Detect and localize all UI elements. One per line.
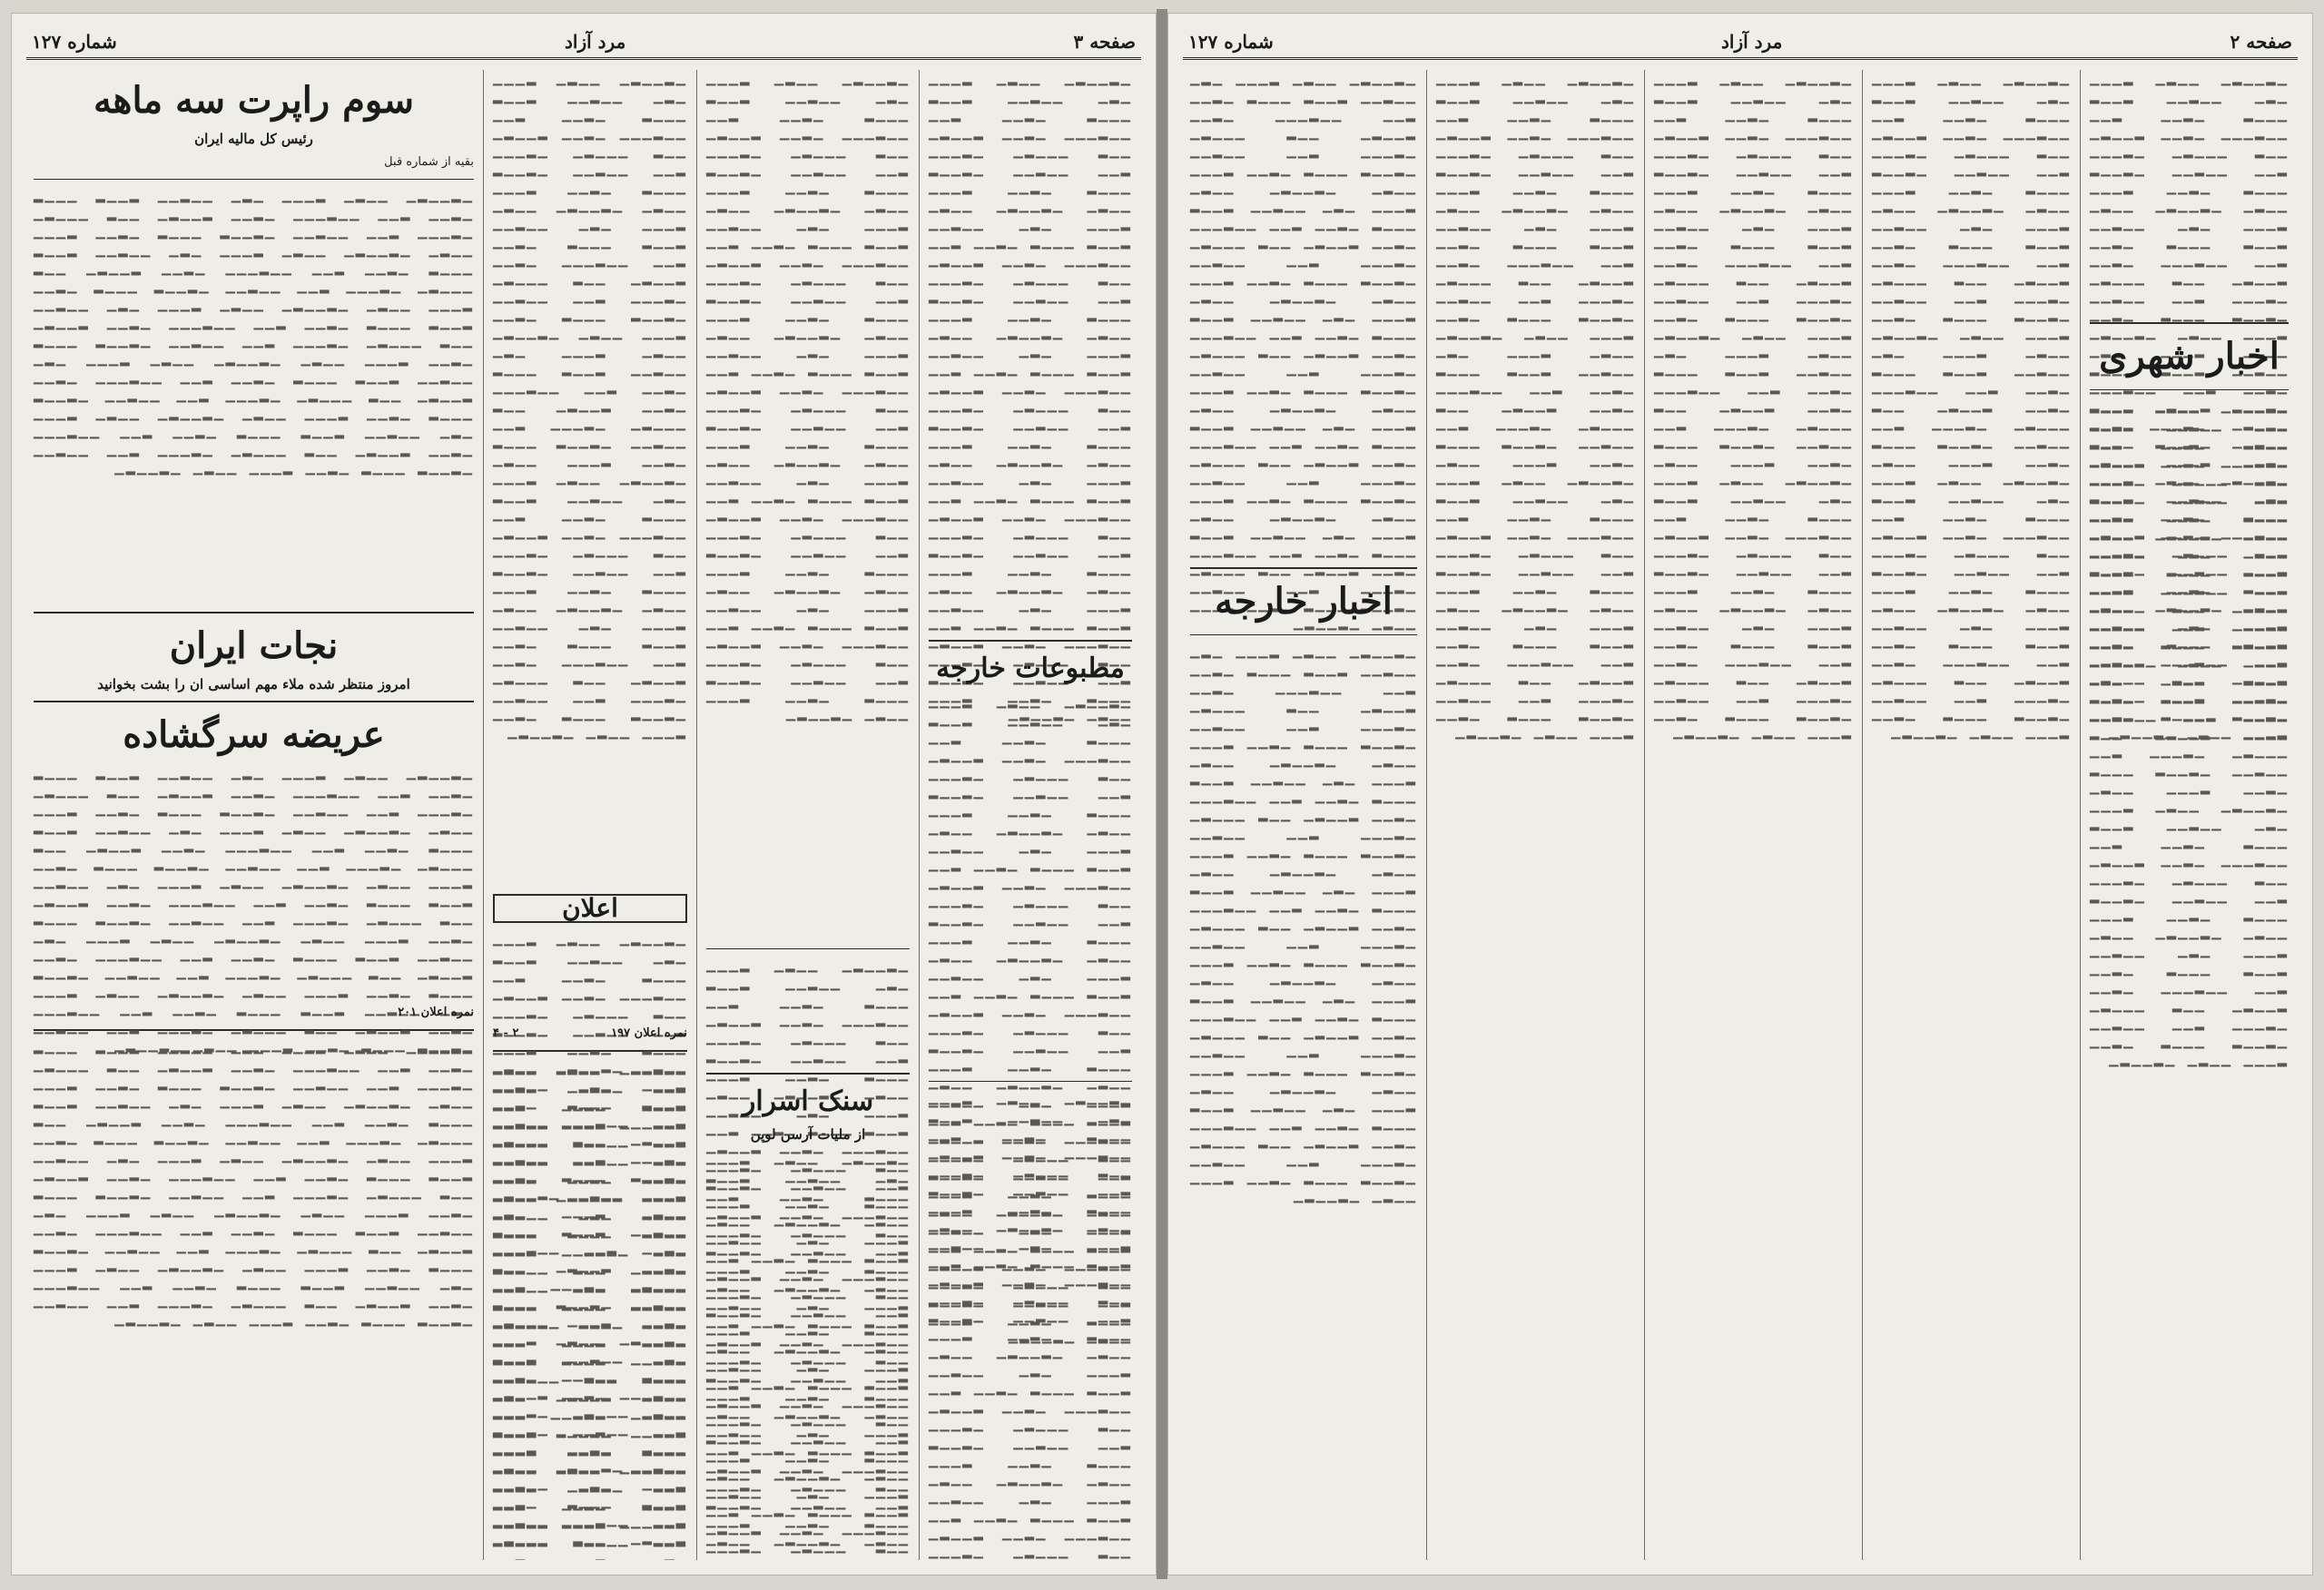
masthead [1183, 26, 2298, 60]
column-1 [2080, 70, 2298, 1560]
story-text [929, 1089, 1132, 1479]
paper-name: مرد آزاد [565, 31, 626, 53]
article-text [493, 70, 687, 887]
story-byline: از ملیات آرسن لوپن [750, 1126, 866, 1143]
report-subtitle: رئیس کل مالیه ایران [194, 131, 313, 147]
report-text [34, 187, 474, 604]
column-4 [25, 70, 483, 1560]
article-text [1654, 70, 1853, 1540]
ad-number: نمره اعلان ۲۰۱ [398, 1006, 474, 1019]
column-2 [696, 70, 919, 1560]
ads-heading: اعلان [493, 894, 687, 923]
ad-number: ۲ - ۴ [493, 1026, 519, 1040]
ad-number: نمره اعلان ۱۹۷ [611, 1026, 687, 1040]
article-text [706, 957, 910, 1065]
page-two [1167, 13, 2313, 1575]
story-text [706, 1149, 910, 1494]
continued-note: بقیه از شماره قبل [384, 155, 474, 169]
column-5 [1181, 70, 1426, 1560]
city-news-heading: اخبار شهری [2099, 335, 2280, 378]
petition-heading: عریضه سرگشاده [123, 713, 385, 756]
page-label: صفحه ۲ [2230, 31, 2292, 53]
petition-text [34, 764, 474, 1000]
article-text [1872, 70, 2071, 1540]
masthead [26, 26, 1141, 60]
article-text [1436, 70, 1635, 1540]
columns [26, 70, 1141, 1560]
article-text [2090, 398, 2289, 1505]
column-3 [1644, 70, 1862, 1560]
page-label: صفحه ۳ [1073, 31, 1136, 53]
news-heading: مطبوعات خارجه [936, 653, 1125, 684]
article-text [1190, 70, 1417, 560]
column-2 [1862, 70, 2080, 1560]
article-text [2090, 70, 2289, 315]
article-text [1190, 643, 1417, 1514]
story-text [34, 1038, 474, 1419]
article-text [929, 70, 1132, 633]
page-three [11, 13, 1157, 1575]
paper-name: مرد آزاد [1721, 31, 1783, 53]
story-text [493, 1059, 687, 1458]
article-text [929, 692, 1132, 1074]
page-fold [1157, 9, 1167, 1579]
najat-heading: نجات ایران [169, 624, 339, 667]
report-heading: سوم راپرت سه ماهه [93, 79, 415, 122]
foreign-news-heading: اخبار خارجه [1215, 580, 1393, 623]
story-heading: سنک اسرار [742, 1085, 874, 1117]
column-4 [1426, 70, 1644, 1560]
najat-subtitle: امروز منتظر شده ملاء مهم اساسی ان را بشت بخوانید [97, 676, 410, 692]
ad-text [493, 930, 687, 1021]
article-text [706, 70, 910, 941]
column-3 [483, 70, 696, 1560]
column-1 [919, 70, 1141, 1560]
columns [1183, 70, 2298, 1560]
issue-number: شماره ۱۲۷ [32, 31, 117, 53]
issue-number: شماره ۱۲۷ [1188, 31, 1274, 53]
